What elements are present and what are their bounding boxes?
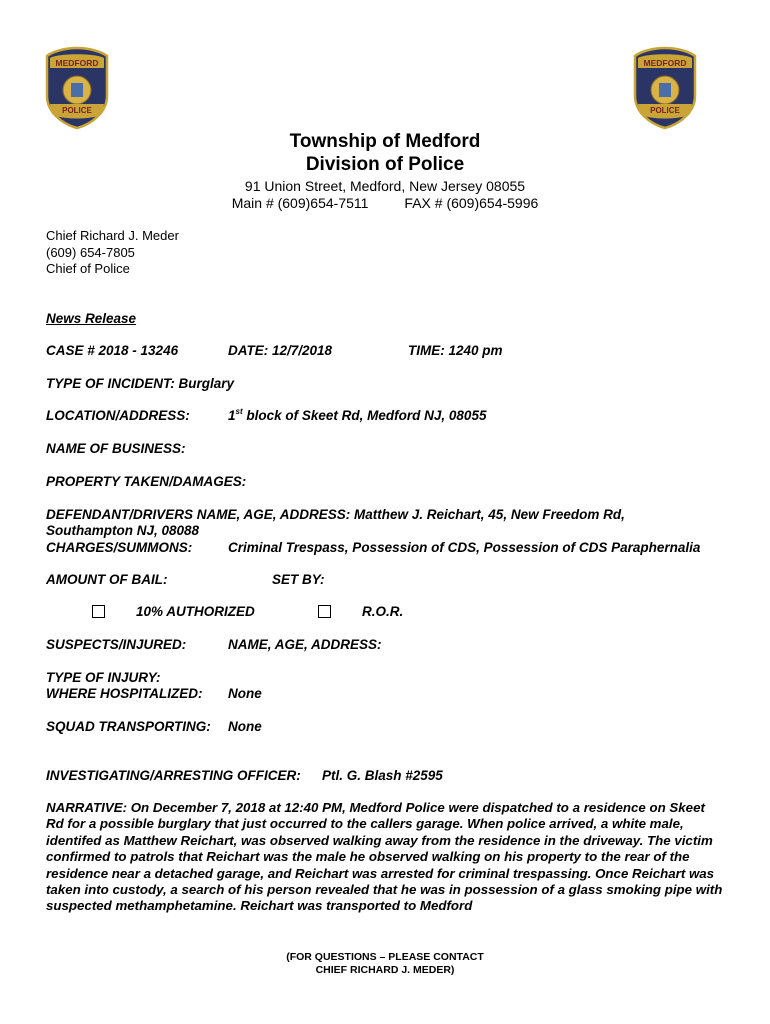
location-text: block of Skeet Rd, Medford NJ, 08055 bbox=[242, 408, 487, 423]
checkbox-ror[interactable] bbox=[318, 605, 331, 618]
badge-text-bottom: POLICE bbox=[650, 106, 680, 115]
police-badge-icon-right bbox=[632, 46, 698, 130]
suspects-value: NAME, AGE, ADDRESS: bbox=[228, 637, 382, 652]
bail-label: AMOUNT OF BAIL: bbox=[46, 572, 168, 587]
case-number: CASE # 2018 - 13246 bbox=[46, 343, 179, 358]
location-ordinal: 1 bbox=[228, 408, 236, 423]
location-suffix: st bbox=[235, 407, 243, 416]
location-value bbox=[228, 408, 486, 423]
injury-label: TYPE OF INJURY: bbox=[46, 670, 161, 685]
property-label: PROPERTY TAKEN/DAMAGES: bbox=[46, 474, 247, 489]
badge-text-top: MEDFORD bbox=[643, 58, 687, 68]
footer-contact bbox=[0, 951, 770, 977]
footer-line1: (FOR QUESTIONS – PLEASE CONTACT bbox=[286, 951, 484, 963]
location-label: LOCATION/ADDRESS: bbox=[46, 408, 190, 423]
footer-line2: CHIEF RICHARD J. MEDER) bbox=[315, 964, 455, 976]
release-time: TIME: 1240 pm bbox=[408, 343, 503, 358]
charges-label: CHARGES/SUMMONS: bbox=[46, 540, 193, 555]
hospital-value: None bbox=[228, 686, 262, 701]
phone-fax-line bbox=[0, 195, 770, 211]
squad-label: SQUAD TRANSPORTING: bbox=[46, 719, 211, 734]
option-ror-label: R.O.R. bbox=[362, 604, 404, 619]
address: 91 Union Street, Medford, New Jersey 08055 bbox=[244, 178, 526, 194]
badge-text-bottom: POLICE bbox=[62, 106, 92, 115]
title-line1: Township of Medford bbox=[289, 131, 481, 152]
officer-label: INVESTIGATING/ARRESTING OFFICER: bbox=[46, 768, 301, 783]
release-date: DATE: 12/7/2018 bbox=[228, 343, 333, 358]
main-phone: Main # (609)654-7511 bbox=[231, 195, 369, 211]
checkbox-10-percent[interactable] bbox=[92, 605, 105, 618]
hospital-label: WHERE HOSPITALIZED: bbox=[46, 686, 203, 701]
officer-value: Ptl. G. Blash #2595 bbox=[322, 768, 443, 783]
narrative: NARRATIVE: On December 7, 2018 at 12:40 PM, Medford Police were dispatched to a residence on Skeet Rd for a possible burglary that just occurred to the callers garage. When police arrived, a white male, identifed as Matthew Reichart, was observed walking away from the residence in the driveway. The victim confirmed to patrols that Reichart was the male he observed walking on his property to the rear of the residence near a detached garage, and Reichart was arrested for criminal trespassing. Once Reichart was taken into custody, a search of his person revealed that he was in possession of a glass smoking pipe with suspected methamphetamine. Reichart was transported to Medford bbox=[46, 800, 723, 914]
news-release-heading: News Release bbox=[46, 311, 137, 326]
incident-type: TYPE OF INCIDENT: Burglary bbox=[46, 376, 235, 391]
chief-name: Chief Richard J. Meder bbox=[46, 228, 179, 243]
squad-value: None bbox=[228, 719, 262, 734]
set-by-label: SET BY: bbox=[272, 572, 325, 587]
suspects-label: SUSPECTS/INJURED: bbox=[46, 637, 187, 652]
defendant-line1: DEFENDANT/DRIVERS NAME, AGE, ADDRESS: Matthew J. Reichart, 45, New Freedom Rd, bbox=[46, 507, 625, 522]
chief-block bbox=[46, 228, 179, 278]
charges-value: Criminal Trespass, Possession of CDS, Possession of CDS Paraphernalia bbox=[228, 540, 701, 555]
police-badge-icon-left bbox=[44, 46, 110, 130]
title-line2: Division of Police bbox=[305, 154, 465, 175]
fax-number: FAX # (609)654-5996 bbox=[404, 195, 539, 211]
chief-title: Chief of Police bbox=[46, 261, 130, 276]
badge-text-top: MEDFORD bbox=[55, 58, 99, 68]
defendant-line2: Southampton NJ, 08088 bbox=[46, 523, 200, 538]
chief-phone: (609) 654-7805 bbox=[46, 244, 135, 260]
option-10-percent-label: 10% AUTHORIZED bbox=[136, 604, 255, 619]
business-label: NAME OF BUSINESS: bbox=[46, 441, 186, 456]
